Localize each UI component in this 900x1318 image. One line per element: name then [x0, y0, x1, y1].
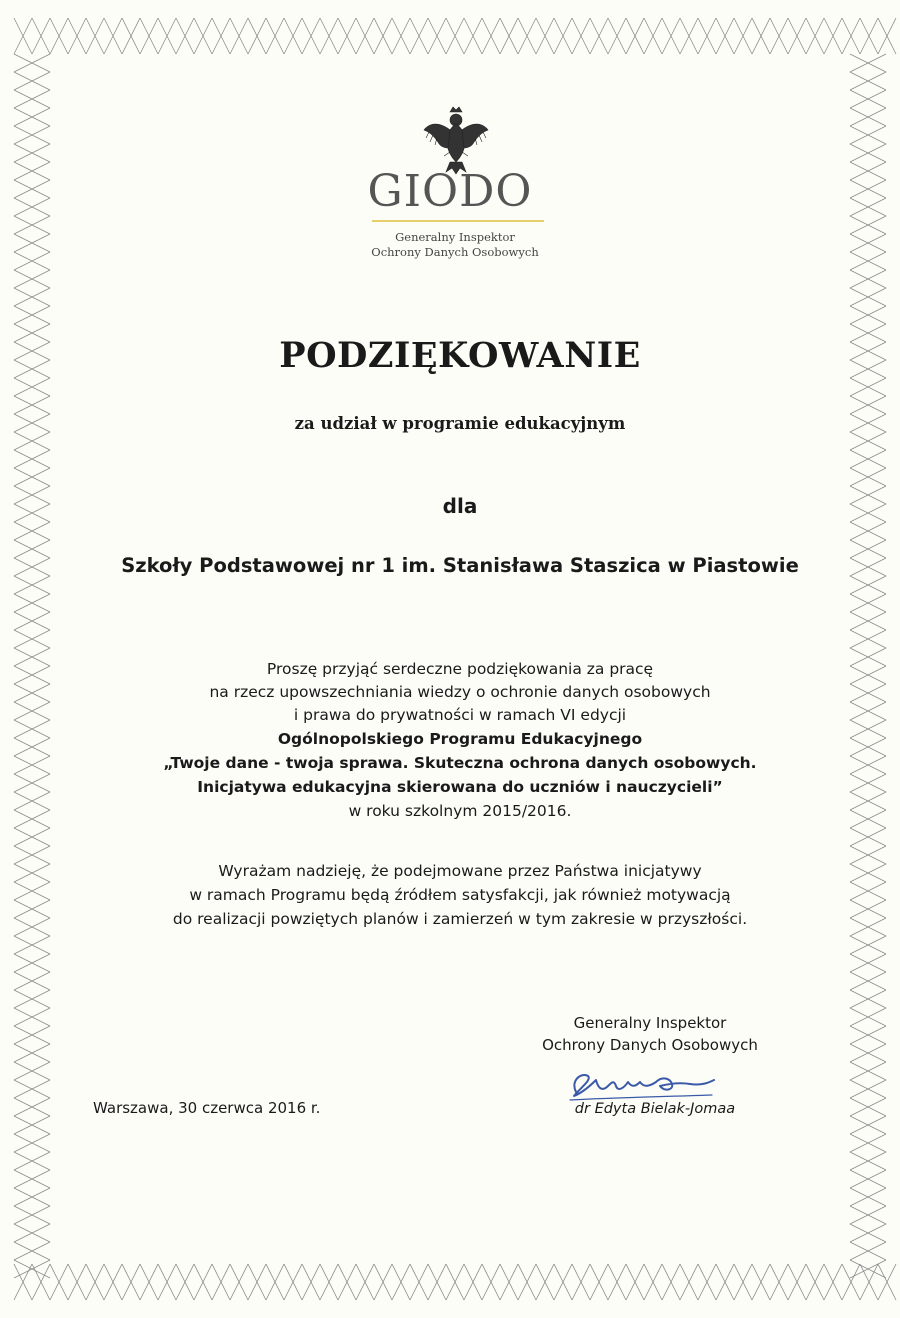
document-subtitle: za udział w programie edukacyjnym	[294, 414, 626, 433]
logo-name: GIODO	[367, 166, 533, 217]
signer-name: dr Edyta Bielak-Jomaa	[574, 1101, 736, 1117]
for-label: dla	[442, 494, 478, 518]
school-year-line: w roku szkolnym 2015/2016.	[348, 802, 572, 820]
logo-subtitle-line2: Ochrony Danych Osobowych	[371, 245, 539, 259]
body-line: na rzecz upowszechniania wiedzy o ochronie danych osobowych	[209, 683, 711, 701]
place-and-date: Warszawa, 30 czerwca 2016 r.	[93, 1099, 321, 1117]
body-line: do realizacji powziętych planów i zamierzeń w tym zakresie w przyszłości.	[172, 910, 748, 928]
document-title: PODZIĘKOWANIE	[279, 335, 641, 376]
recipient-name: Szkoły Podstawowej nr 1 im. Stanisława Staszica w Piastowie	[121, 554, 799, 577]
handwritten-signature-icon	[562, 1062, 722, 1102]
signatory-title-line1: Generalny Inspektor	[573, 1014, 727, 1032]
body-line: w ramach Programu będą źródłem satysfakcji, jak również motywacją	[189, 886, 731, 904]
body-line: i prawa do prywatności w ramach VI edycji	[293, 706, 627, 724]
body-line: Wyrażam nadzieję, że podejmowane przez Państwa inicjatywy	[218, 862, 702, 880]
body-line: Proszę przyjąć serdeczne podziękowania za pracę	[266, 660, 654, 678]
program-title-line1: „Twoje dane - twoja sprawa. Skuteczna ochrona danych osobowych.	[163, 754, 757, 772]
signatory-title-line2: Ochrony Danych Osobowych	[542, 1036, 758, 1054]
program-name: Ogólnopolskiego Programu Edukacyjnego	[277, 730, 643, 748]
logo-subtitle-line1: Generalny Inspektor	[395, 230, 515, 244]
logo-rule	[372, 220, 544, 222]
program-title-line2: Inicjatywa edukacyjna skierowana do uczniów i nauczycieli”	[197, 778, 723, 796]
